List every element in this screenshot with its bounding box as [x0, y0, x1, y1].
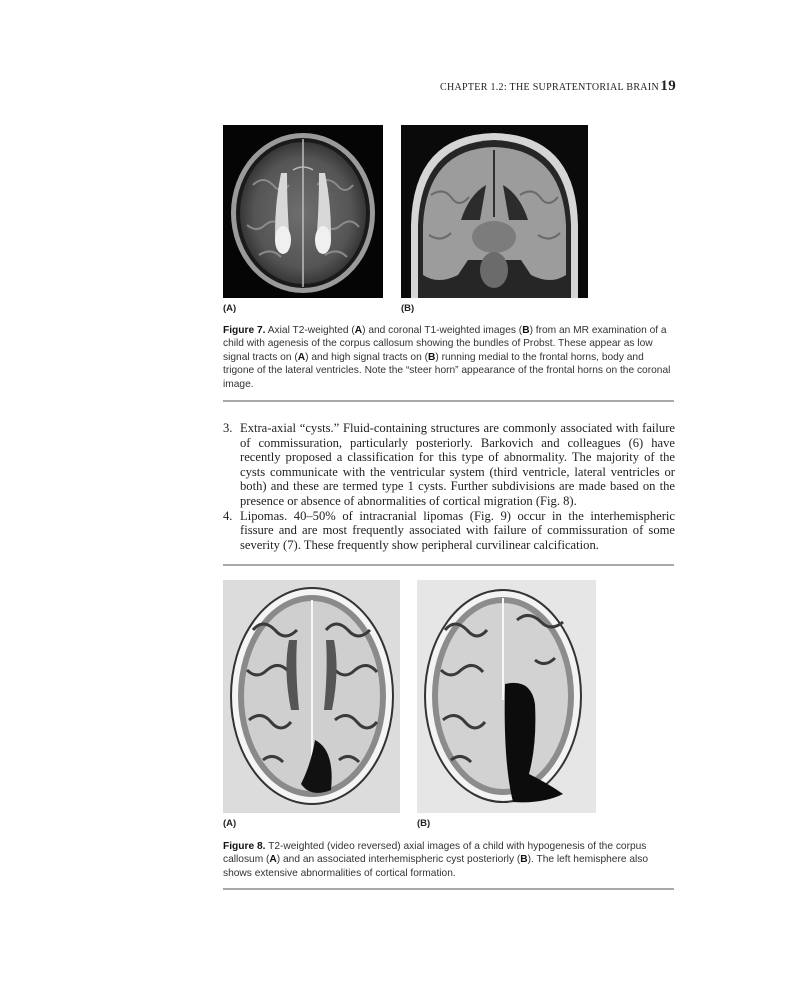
- figure-7-rule: [223, 400, 674, 402]
- figure-8a-label: (A): [223, 818, 237, 829]
- caption-text: ). The left hemisphere also shows extensive abnormalities of cortical formation.: [223, 854, 649, 879]
- caption-panel-ref: A: [354, 325, 363, 336]
- caption-panel-ref: A: [297, 351, 306, 363]
- caption-panel-ref: A: [269, 854, 277, 866]
- caption-panel-ref: B: [428, 351, 436, 363]
- running-header: [440, 78, 676, 96]
- figure-7a-label: (A): [223, 303, 237, 314]
- caption-text: ) running medial to the frontal horns, body and trigone of the lateral ventricles. Note the “steer horn” appearance of the frontal horns on the coronal image.: [223, 351, 671, 390]
- caption-panel-ref: B: [520, 854, 528, 866]
- body-numbered-list: [223, 421, 675, 552]
- figure-7-caption: [223, 324, 675, 391]
- figure-7b-label: (B): [401, 303, 415, 314]
- list-item-text: Extra-axial “cysts.” Fluid-containing structures are commonly associated with failure of commissuration, particularly posteriorly. Barkovich and colleagues (6) have recently proposed a classification for this type of abnormality. The majority of the cysts communicate with the ventricular system (third ventricle, lateral ventricles or both) and these are termed type 1 cysts. Further subdivisions are made based on the presence or absence of abnormalities of cortical migration (Fig. 8).: [240, 421, 675, 508]
- caption-text: T2-weighted (video reversed) axial images of a child with hypogenesis of the corpus callosum (: [223, 841, 647, 866]
- list-item: [223, 509, 675, 553]
- figure-8b-axial-cyst-image: [417, 580, 596, 813]
- figure-8a-axial-image: [223, 580, 400, 813]
- list-item-text: Lipomas. 40–50% of intracranial lipomas (Fig. 9) occur in the interhemispheric fissure and are most frequently associated with failure of commissuration of some severity (7). These frequently show peripheral curvilinear calcification.: [240, 508, 675, 552]
- body-rule: [223, 564, 674, 566]
- figure-7a-axial-t2-image: [223, 125, 383, 298]
- figure-7b-coronal-t1-image: [401, 125, 588, 298]
- list-item-number: 3.: [223, 421, 233, 435]
- page-number: 19: [660, 78, 676, 94]
- figure-8-rule: [223, 888, 674, 890]
- caption-text: ) and an associated interhemispheric cyst posteriorly (: [276, 854, 521, 866]
- caption-text: ) and coronal T1-weighted images (: [362, 325, 523, 336]
- caption-text: ) from an MR examination of a child with agenesis of the corpus callosum showing the bundles of Probst. These appear as low signal tracts on (: [223, 325, 667, 363]
- caption-text: ) and high signal tracts on (: [305, 351, 428, 363]
- caption-text: Axial T2-weighted (: [267, 325, 355, 336]
- caption-panel-ref: B: [522, 325, 530, 336]
- figure-7-caption-label: Figure 7.: [223, 325, 266, 336]
- figure-8-caption-label: Figure 8.: [223, 841, 266, 852]
- list-item: [223, 421, 675, 509]
- figure-8b-label: (B): [417, 818, 431, 829]
- list-item-number: 4.: [223, 508, 233, 523]
- figure-8-caption: [223, 840, 675, 880]
- chapter-title: CHAPTER 1.2: THE SUPRATENTORIAL BRAIN: [440, 82, 659, 93]
